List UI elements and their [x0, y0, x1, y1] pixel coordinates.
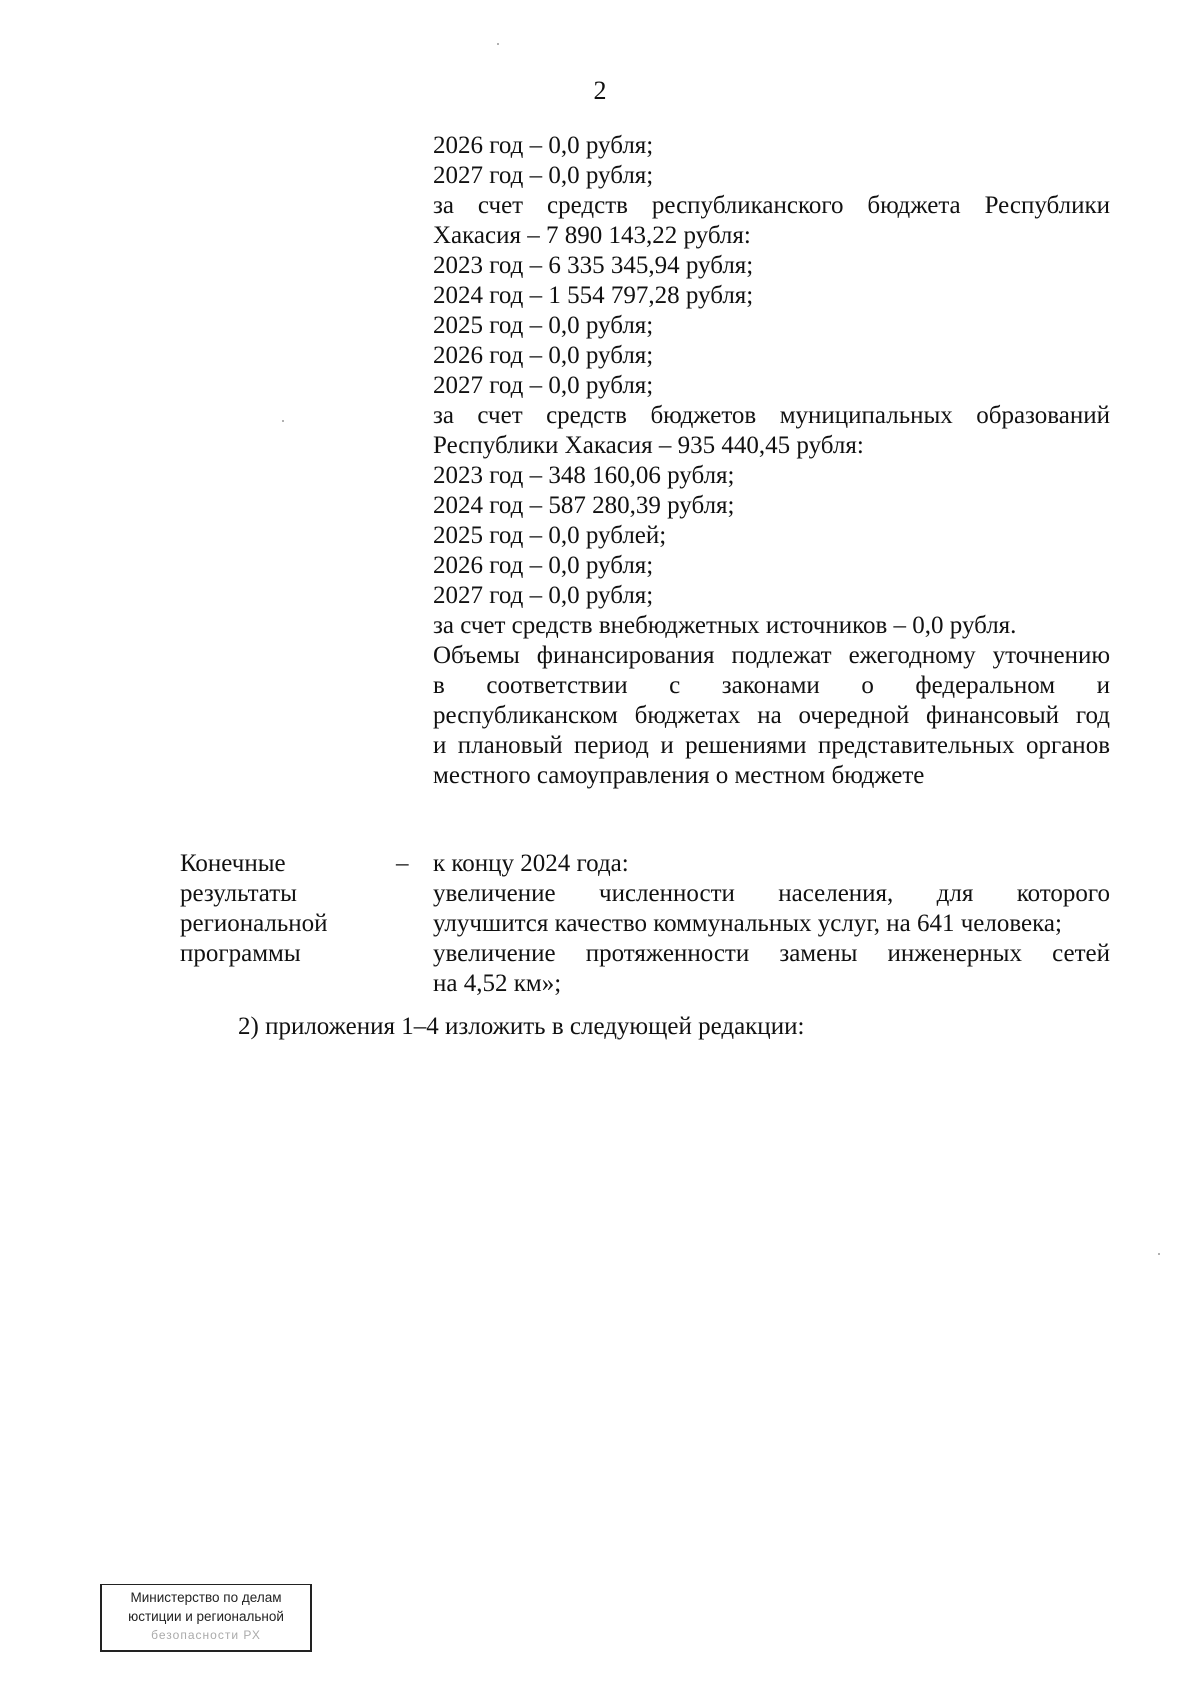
ministry-stamp [100, 1584, 312, 1652]
funding-line: 2023 год – 348 160,06 рубля; [433, 462, 735, 489]
results-item-line: увеличение протяженности замены инженерных сетей [433, 940, 1110, 967]
page-number: 2 [593, 76, 607, 105]
scan-speck [282, 420, 284, 422]
funding-line: 2026 год – 0,0 рубля; [433, 552, 654, 579]
extrabudgetary-sources: за счет средств внебюджетных источников – 0,0 рубля. [433, 612, 1017, 639]
amendment-item-2: 2) приложения 1–4 изложить в следующей редакции: [238, 1013, 805, 1040]
results-label [180, 849, 380, 969]
funding-note-line: в соответствии с законами о федеральном и [433, 672, 1110, 699]
results-item-line: улучшится качество коммунальных услуг, на 641 человека; [433, 910, 1062, 937]
republican-budget-intro: за счет средств республиканского бюджета Республики [433, 192, 1110, 219]
funding-line: 2027 год – 0,0 рубля; [433, 582, 654, 609]
results-label-line: региональной [180, 910, 328, 937]
funding-line: 2027 год – 0,0 рубля; [433, 162, 654, 189]
results-heading: к концу 2024 года: [433, 850, 629, 877]
results-label-line: результаты [180, 880, 297, 907]
results-label-line: Конечные [180, 850, 286, 877]
funding-note-line: местного самоуправления о местном бюджете [433, 762, 925, 789]
funding-line: 2024 год – 587 280,39 рубля; [433, 492, 735, 519]
municipal-budget-intro: за счет средств бюджетов муниципальных образований [433, 402, 1110, 429]
republican-budget-total: Хакасия – 7 890 143,22 рубля: [433, 222, 751, 249]
stamp-line: безопасности РХ [151, 1628, 261, 1642]
results-dash: – [396, 850, 409, 877]
funding-note-line: и плановый период и решениями представительных органов [433, 732, 1110, 759]
results-label-line: программы [180, 940, 301, 967]
results-item-line: увеличение численности населения, для которого [433, 880, 1110, 907]
funding-line: 2027 год – 0,0 рубля; [433, 372, 654, 399]
funding-note-line: Объемы финансирования подлежат ежегодному уточнению [433, 642, 1110, 669]
funding-section [433, 131, 1110, 791]
funding-line: 2024 год – 1 554 797,28 рубля; [433, 282, 754, 309]
municipal-budget-total: Республики Хакасия – 935 440,45 рубля: [433, 432, 864, 459]
stamp-line: Министерство по делам [130, 1590, 282, 1605]
funding-line: 2023 год – 6 335 345,94 рубля; [433, 252, 754, 279]
funding-line: 2026 год – 0,0 рубля; [433, 132, 654, 159]
stamp-line: юстиции и региональной [128, 1609, 284, 1624]
funding-line: 2026 год – 0,0 рубля; [433, 342, 654, 369]
results-item-line: на 4,52 км»; [433, 970, 562, 997]
scan-speck [1158, 1253, 1160, 1255]
funding-line: 2025 год – 0,0 рубля; [433, 312, 654, 339]
funding-note-line: республиканском бюджетах на очередной финансовый год [433, 702, 1110, 729]
funding-line: 2025 год – 0,0 рублей; [433, 522, 667, 549]
scan-speck [497, 43, 499, 45]
results-section [433, 849, 1110, 999]
